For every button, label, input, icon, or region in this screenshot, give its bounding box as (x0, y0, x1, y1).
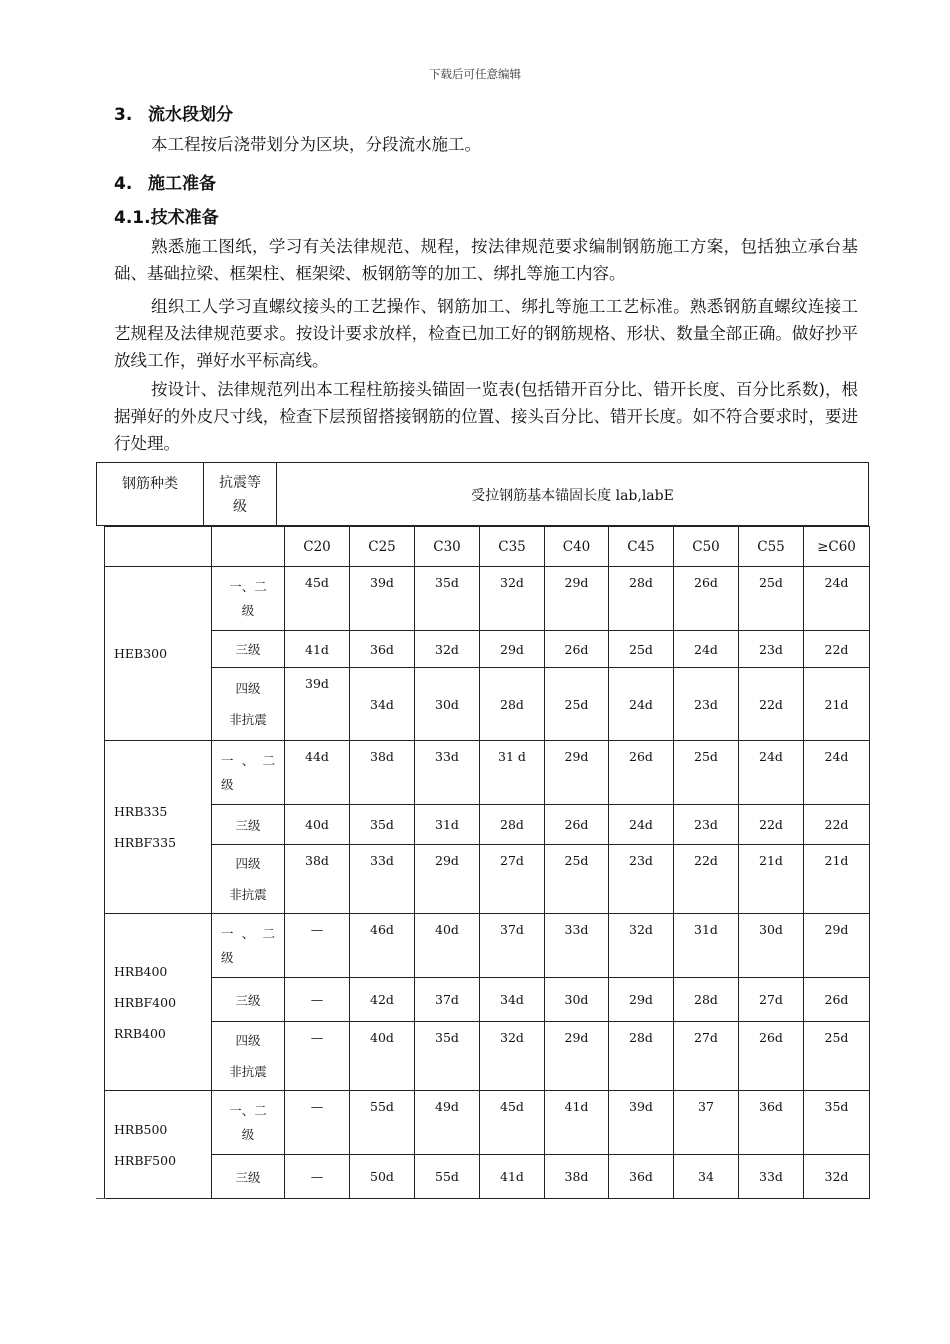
table-row (105, 1022, 870, 1091)
value-cell: 49d (415, 1091, 480, 1155)
value-cell: 25d (804, 1022, 870, 1091)
value-cell: 40d (350, 1022, 415, 1091)
value-cell: 23d (739, 631, 804, 668)
value-cell: 29d (545, 567, 609, 631)
value-cell: 35d (350, 805, 415, 845)
blank-cell (105, 527, 212, 567)
value-cell: — (285, 1091, 350, 1155)
grade-header: C20 (285, 527, 350, 567)
value-cell: 55d (350, 1091, 415, 1155)
steel-type-label: HRB500 (114, 1121, 168, 1137)
value-cell: 35d (415, 567, 480, 631)
grade-header: C30 (415, 527, 480, 567)
value-cell: 38d (545, 1155, 609, 1199)
steel-type-label: HRB400 (114, 963, 168, 979)
value-cell: 22d (804, 631, 870, 668)
value-cell: 32d (480, 1022, 545, 1091)
anchorage-table-header (96, 462, 869, 526)
paragraph-3: 按设计、法律规范列出本工程柱筋接头锚固一览表(包括错开百分比、错开长度、百分比系数)，根据弹好的外皮尺寸线，检查下层预留搭接钢筋的位置、接头百分比、错开长度。如不符合要求时，要进行处理。 (114, 380, 858, 453)
seismic-level-cell (212, 845, 285, 914)
steel-type-label: HEB300 (114, 646, 168, 661)
table-row (105, 914, 870, 978)
seismic-level-cell (212, 978, 285, 1022)
value-cell: 32d (804, 1155, 870, 1199)
seismic-level-label: 三级 (235, 817, 261, 833)
value-cell: 27d (739, 978, 804, 1022)
value-cell: 44d (285, 741, 350, 805)
section-number: 3. (114, 105, 133, 125)
seismic-level-label: 一、二 (229, 578, 267, 594)
table-row (105, 567, 870, 631)
value-cell: 40d (285, 805, 350, 845)
value-cell: 37d (480, 914, 545, 978)
steel-type-cell (105, 1091, 212, 1199)
grade-header-row (105, 527, 870, 567)
grade-header: C40 (545, 527, 609, 567)
value-cell: 22d (674, 845, 739, 914)
value-cell: 37d (415, 978, 480, 1022)
grade-header: C50 (674, 527, 739, 567)
value-cell: 29d (480, 631, 545, 668)
value-cell: — (285, 1155, 350, 1199)
value-cell: 23d (674, 805, 739, 845)
value-cell: 33d (545, 914, 609, 978)
blank-cell (212, 527, 285, 567)
value-cell: 23d (674, 668, 739, 741)
value-cell: 36d (739, 1091, 804, 1155)
seismic-level-cell (212, 805, 285, 845)
value-cell: 26d (804, 978, 870, 1022)
seismic-level-label: 非抗震 (229, 1064, 267, 1079)
seismic-level-cell (212, 1022, 285, 1091)
value-cell: 29d (545, 1022, 609, 1091)
grade-header: C45 (609, 527, 674, 567)
table-row (105, 1155, 870, 1199)
table-row (105, 741, 870, 805)
value-cell: 36d (609, 1155, 674, 1199)
anchorage-table (104, 526, 870, 1199)
value-cell: 26d (545, 631, 609, 668)
value-cell: 26d (545, 805, 609, 845)
value-cell: 25d (609, 631, 674, 668)
seismic-level-label: 四级 (235, 856, 261, 871)
header-anchorage-length: 受拉钢筋基本锚固长度 lab,labE (471, 488, 674, 504)
value-cell: 21d (804, 845, 870, 914)
value-cell: 25d (674, 741, 739, 805)
value-cell: — (285, 914, 350, 978)
value-cell: 39d (609, 1091, 674, 1155)
divider (96, 1198, 106, 1199)
steel-type-label: HRBF400 (114, 994, 177, 1010)
seismic-level-label: 四级 (235, 681, 261, 696)
steel-type-cell (105, 914, 212, 1091)
value-cell: 31d (415, 805, 480, 845)
seismic-level-cell (212, 1091, 285, 1155)
value-cell: 26d (674, 567, 739, 631)
value-cell: 46d (350, 914, 415, 978)
value-cell: 35d (415, 1022, 480, 1091)
value-cell: 23d (609, 845, 674, 914)
value-cell: 32d (415, 631, 480, 668)
value-cell: 27d (480, 845, 545, 914)
seismic-level-cell (212, 668, 285, 741)
value-cell: 24d (674, 631, 739, 668)
value-cell: 41d (480, 1155, 545, 1199)
table-row (105, 631, 870, 668)
section-4-1-heading: 4.1.技术准备 (114, 208, 219, 228)
value-cell: 22d (739, 805, 804, 845)
table-row (105, 668, 870, 741)
value-cell: 30d (415, 668, 480, 741)
paragraph-1: 熟悉施工图纸，学习有关法律规范、规程，按法律规范要求编制钢筋施工方案，包括独立承台基础、基础拉梁、框架柱、框架梁、板钢筋等的加工、绑扎等施工内容。 (114, 237, 858, 283)
header-seismic-level: 抗震等级 (204, 463, 277, 525)
value-cell: 24d (804, 741, 870, 805)
value-cell: 29d (545, 741, 609, 805)
grade-header: C25 (350, 527, 415, 567)
steel-type-label: HRB335 (114, 804, 168, 819)
section-title: 流水段划分 (148, 105, 233, 125)
value-cell: 31 d (480, 741, 545, 805)
value-cell: 34d (480, 978, 545, 1022)
table-row (105, 978, 870, 1022)
seismic-level-label: 级 (221, 949, 234, 965)
seismic-level-cell (212, 741, 285, 805)
seismic-level-label: 三级 (235, 642, 261, 657)
value-cell: 29d (804, 914, 870, 978)
seismic-level-label: 一、二 (229, 1102, 267, 1118)
value-cell: 50d (350, 1155, 415, 1199)
value-cell: 33d (350, 845, 415, 914)
value-cell: 45d (480, 1091, 545, 1155)
value-cell: 33d (415, 741, 480, 805)
section-3-heading (114, 100, 233, 125)
value-cell: 38d (350, 741, 415, 805)
value-cell: 40d (415, 914, 480, 978)
value-cell: 28d (609, 567, 674, 631)
value-cell: 28d (609, 1022, 674, 1091)
section-4-heading (114, 169, 216, 194)
steel-type-label: HRBF500 (114, 1152, 177, 1168)
steel-type-label: HRBF335 (114, 835, 177, 850)
seismic-level-label: 级 (221, 776, 234, 792)
value-cell: 24d (739, 741, 804, 805)
seismic-level-label: 三级 (235, 1169, 261, 1185)
value-cell: 35d (804, 1091, 870, 1155)
grade-header: ≥C60 (804, 527, 870, 567)
value-cell: — (285, 978, 350, 1022)
value-cell: 39d (350, 567, 415, 631)
value-cell: 39d (285, 668, 350, 741)
paragraph-2: 组织工人学习直螺纹接头的工艺操作、钢筋加工、绑扎等施工工艺标准。熟悉钢筋直螺纹连接工艺规程及法律规范要求。按设计要求放样，检查已加工好的钢筋规格、形状、数量全部正确。做好抄平放线工作，弹好水平标高线。 (114, 297, 858, 370)
value-cell: 25d (545, 845, 609, 914)
value-cell: 34 (674, 1155, 739, 1199)
value-cell: 26d (739, 1022, 804, 1091)
seismic-level-label: 级 (241, 1126, 255, 1142)
section-title: 施工准备 (148, 174, 216, 194)
value-cell: 37 (674, 1091, 739, 1155)
steel-type-cell (105, 567, 212, 741)
value-cell: 38d (285, 845, 350, 914)
value-cell: 33d (739, 1155, 804, 1199)
header-steel-type: 钢筋种类 (97, 463, 204, 525)
value-cell: 30d (739, 914, 804, 978)
seismic-level-label: 一 、 二 (221, 925, 275, 941)
seismic-level-cell (212, 914, 285, 978)
value-cell: 22d (804, 805, 870, 845)
grade-header: C35 (480, 527, 545, 567)
value-cell: 28d (674, 978, 739, 1022)
grade-header: C55 (739, 527, 804, 567)
value-cell: 31d (674, 914, 739, 978)
value-cell: 26d (609, 741, 674, 805)
value-cell: 29d (609, 978, 674, 1022)
header-note: 下载后可任意编辑 (429, 67, 521, 81)
value-cell: 22d (739, 668, 804, 741)
seismic-level-label: 三级 (235, 992, 261, 1008)
value-cell: 41d (285, 631, 350, 668)
value-cell: 45d (285, 567, 350, 631)
seismic-level-cell (212, 1155, 285, 1199)
steel-type-label: RRB400 (114, 1025, 166, 1041)
seismic-level-label: 级 (241, 602, 255, 618)
value-cell: 27d (674, 1022, 739, 1091)
value-cell: — (285, 1022, 350, 1091)
value-cell: 30d (545, 978, 609, 1022)
value-cell: 42d (350, 978, 415, 1022)
steel-type-cell (105, 741, 212, 914)
value-cell: 34d (350, 668, 415, 741)
value-cell: 55d (415, 1155, 480, 1199)
value-cell: 25d (545, 668, 609, 741)
value-cell: 32d (609, 914, 674, 978)
value-cell: 41d (545, 1091, 609, 1155)
table-row (105, 1091, 870, 1155)
section-3-text: 本工程按后浇带划分为区块，分段流水施工。 (151, 135, 481, 154)
seismic-level-label: 非抗震 (229, 712, 267, 727)
value-cell: 28d (480, 805, 545, 845)
value-cell: 24d (609, 805, 674, 845)
seismic-level-cell (212, 567, 285, 631)
value-cell: 36d (350, 631, 415, 668)
value-cell: 32d (480, 567, 545, 631)
value-cell: 21d (804, 668, 870, 741)
seismic-level-label: 非抗震 (229, 887, 267, 902)
table-row (105, 845, 870, 914)
value-cell: 28d (480, 668, 545, 741)
value-cell: 29d (415, 845, 480, 914)
seismic-level-label: 四级 (235, 1033, 261, 1048)
seismic-level-label: 一 、 二 (221, 752, 275, 768)
table-row (105, 805, 870, 845)
seismic-level-cell (212, 631, 285, 668)
value-cell: 21d (739, 845, 804, 914)
section-number: 4. (114, 174, 133, 194)
value-cell: 25d (739, 567, 804, 631)
value-cell: 24d (609, 668, 674, 741)
value-cell: 24d (804, 567, 870, 631)
